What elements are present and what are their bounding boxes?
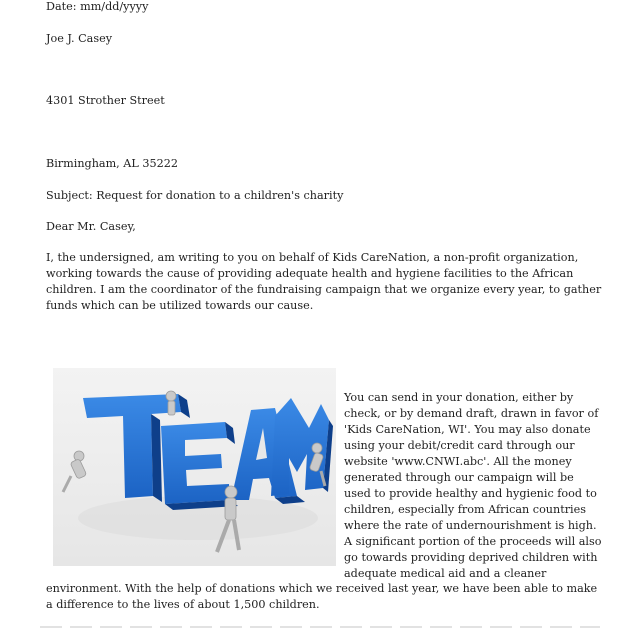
body-paragraph-2-wrapped: You can send in your donation, either by check, or by demand draft, drawn in favor of 'Kids CareNation, WI'. You may also donate using your debit/credit card through our website 'www.CNWI.abc'. All the money generated through our campaign will be used to provide healthy and hygienic food to children, especially from African countries where the rate of undernourishment is high. A significant portion of the proceeds will also go towards providing deprived children with adequate medical aid and a cleaner bbox=[344, 391, 602, 580]
recipient-name: Joe J. Casey bbox=[46, 32, 113, 45]
body-paragraph-1 bbox=[46, 250, 602, 314]
letter-e-block bbox=[161, 422, 238, 510]
recipient-street: 4301 Strother Street bbox=[46, 94, 165, 107]
date-line: Date: mm/dd/yyyy bbox=[46, 0, 149, 13]
body-paragraph-2-tail: environment. With the help of donations which we received last year, we have been able to make a difference to the lives of about 1,500 children. bbox=[46, 582, 598, 611]
salutation: Dear Mr. Casey, bbox=[46, 220, 136, 233]
subject-line: Subject: Request for donation to a children's charity bbox=[46, 189, 344, 202]
faded-bottom-line bbox=[40, 626, 600, 628]
body-paragraph-1-text: I, the undersigned, am writing to you on behalf of Kids CareNation, a non-profit organization, working towards the cause of providing adequate health and hygiene facilities to the African children. I am the coordinator of the fundraising campaign that we organize every year, to gather funds which can be utilized towards our cause. bbox=[46, 251, 602, 312]
team-illustration bbox=[53, 368, 336, 566]
recipient-city: Birmingham, AL 35222 bbox=[46, 157, 178, 170]
team-illustration-svg bbox=[53, 368, 336, 566]
